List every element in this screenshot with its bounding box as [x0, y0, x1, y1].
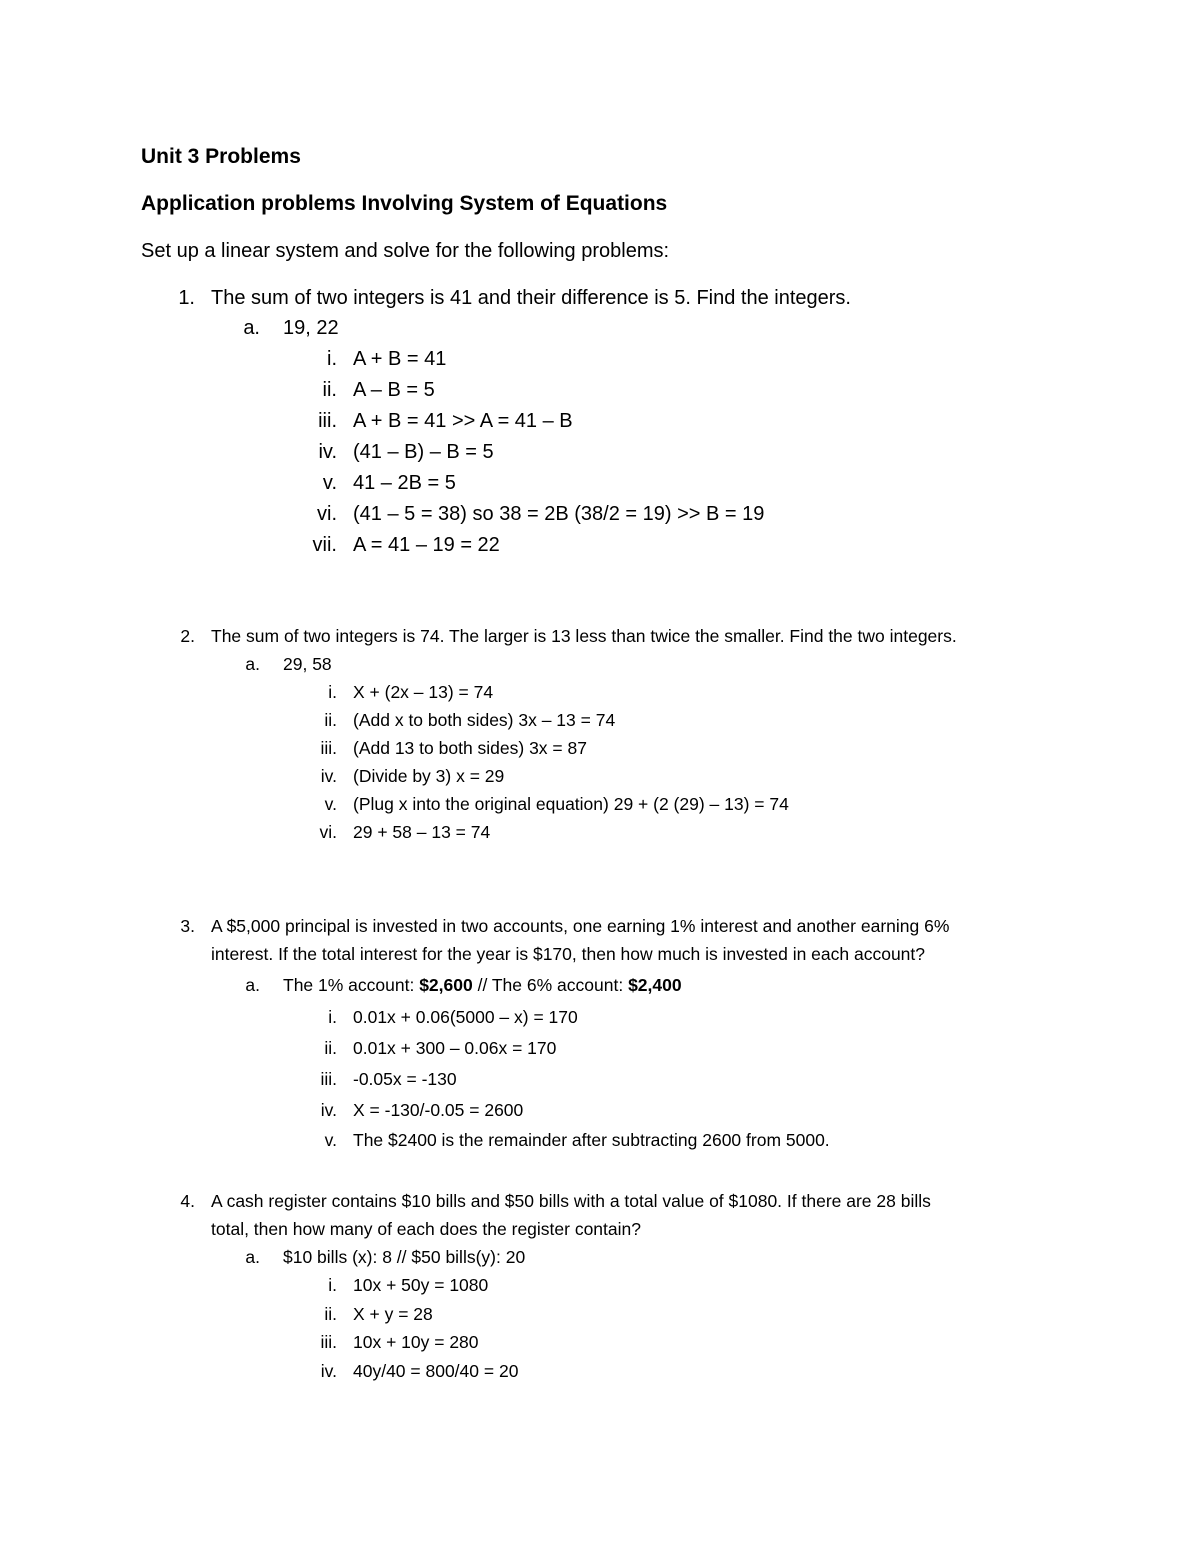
problem-number: 1.: [178, 287, 195, 309]
answer: [283, 977, 682, 995]
step-number: iv.: [320, 1361, 337, 1381]
step-number: vii.: [312, 534, 337, 556]
problem-text: The sum of two integers is 41 and their difference is 5. Find the integers.: [211, 287, 851, 309]
step-number: iii.: [320, 1069, 337, 1089]
document-title: Unit 3 Problems: [141, 145, 301, 168]
step-number: iii.: [320, 1332, 337, 1352]
step-text: (Add x to both sides) 3x – 13 = 74: [353, 710, 616, 730]
step-text: 0.01x + 300 – 0.06x = 170: [353, 1038, 557, 1058]
problem-number: 4.: [180, 1191, 195, 1211]
step-number: v.: [322, 472, 337, 494]
answer-amount: $2,400: [628, 975, 682, 995]
step-text: 29 + 58 – 13 = 74: [353, 822, 491, 842]
step-text: 40y/40 = 800/40 = 20: [353, 1361, 519, 1381]
problem-number: 2.: [180, 626, 195, 646]
answer: 29, 58: [283, 654, 332, 674]
answer-label: a.: [245, 975, 260, 995]
step-number: v.: [324, 794, 337, 814]
answer-label: a.: [245, 1247, 260, 1267]
step-number: iv.: [320, 766, 337, 786]
step-text: 10x + 50y = 1080: [353, 1275, 489, 1295]
step-number: i.: [328, 1275, 337, 1295]
answer-amount: $2,600: [419, 975, 473, 995]
document-subtitle: Application problems Involving System of Equations: [141, 192, 668, 215]
step-number: vi.: [317, 503, 337, 525]
answer: 19, 22: [283, 317, 339, 339]
step-text: (Plug x into the original equation) 29 + (2 (29) – 13) = 74: [353, 794, 789, 814]
step-number: ii.: [324, 1304, 337, 1324]
step-number: i.: [327, 348, 337, 370]
step-text: The $2400 is the remainder after subtracting 2600 from 5000.: [353, 1130, 830, 1150]
step-number: iii.: [320, 738, 337, 758]
step-number: iv.: [318, 441, 337, 463]
step-text: 41 – 2B = 5: [353, 472, 456, 494]
step-text: (Add 13 to both sides) 3x = 87: [353, 738, 587, 758]
step-number: vi.: [319, 822, 337, 842]
step-text: 10x + 10y = 280: [353, 1332, 479, 1352]
problem-text: A $5,000 principal is invested in two accounts, one earning 1% interest and another earning 6%: [211, 916, 950, 936]
step-text: A = 41 – 19 = 22: [353, 534, 500, 556]
step-text: 0.01x + 0.06(5000 – x) = 170: [353, 1007, 578, 1027]
step-text: X = -130/-0.05 = 2600: [353, 1100, 524, 1120]
step-text: (41 – B) – B = 5: [353, 441, 494, 463]
answer-text: The 1% account:: [283, 975, 420, 995]
step-number: iv.: [320, 1100, 337, 1120]
step-number: ii.: [324, 1038, 337, 1058]
step-text: A + B = 41 >> A = 41 – B: [353, 410, 573, 432]
step-number: ii.: [324, 710, 337, 730]
answer: $10 bills (x): 8 // $50 bills(y): 20: [283, 1247, 526, 1267]
answer-label: a.: [243, 317, 260, 339]
problem-text: The sum of two integers is 74. The larger is 13 less than twice the smaller. Find the two integers.: [211, 626, 957, 646]
step-text: -0.05x = -130: [353, 1069, 457, 1089]
step-number: i.: [328, 682, 337, 702]
answer-label: a.: [245, 654, 260, 674]
problem-text: A cash register contains $10 bills and $50 bills with a total value of $1080. If there are 28 bills: [211, 1191, 931, 1211]
step-text: A + B = 41: [353, 348, 447, 370]
instructions: Set up a linear system and solve for the following problems:: [141, 240, 670, 262]
answer-text: // The 6% account:: [472, 975, 629, 995]
problem-number: 3.: [180, 916, 195, 936]
step-number: v.: [324, 1130, 337, 1150]
step-text: A – B = 5: [353, 379, 435, 401]
step-text: X + (2x – 13) = 74: [353, 682, 494, 702]
step-text: X + y = 28: [353, 1304, 433, 1324]
step-number: ii.: [322, 379, 337, 401]
step-text: (Divide by 3) x = 29: [353, 766, 505, 786]
problem-text: interest. If the total interest for the year is $170, then how much is invested in each account?: [211, 944, 926, 964]
step-number: iii.: [318, 410, 337, 432]
step-number: i.: [328, 1007, 337, 1027]
problem-text: total, then how many of each does the register contain?: [211, 1219, 641, 1239]
step-text: (41 – 5 = 38) so 38 = 2B (38/2 = 19) >> B = 19: [353, 503, 765, 525]
